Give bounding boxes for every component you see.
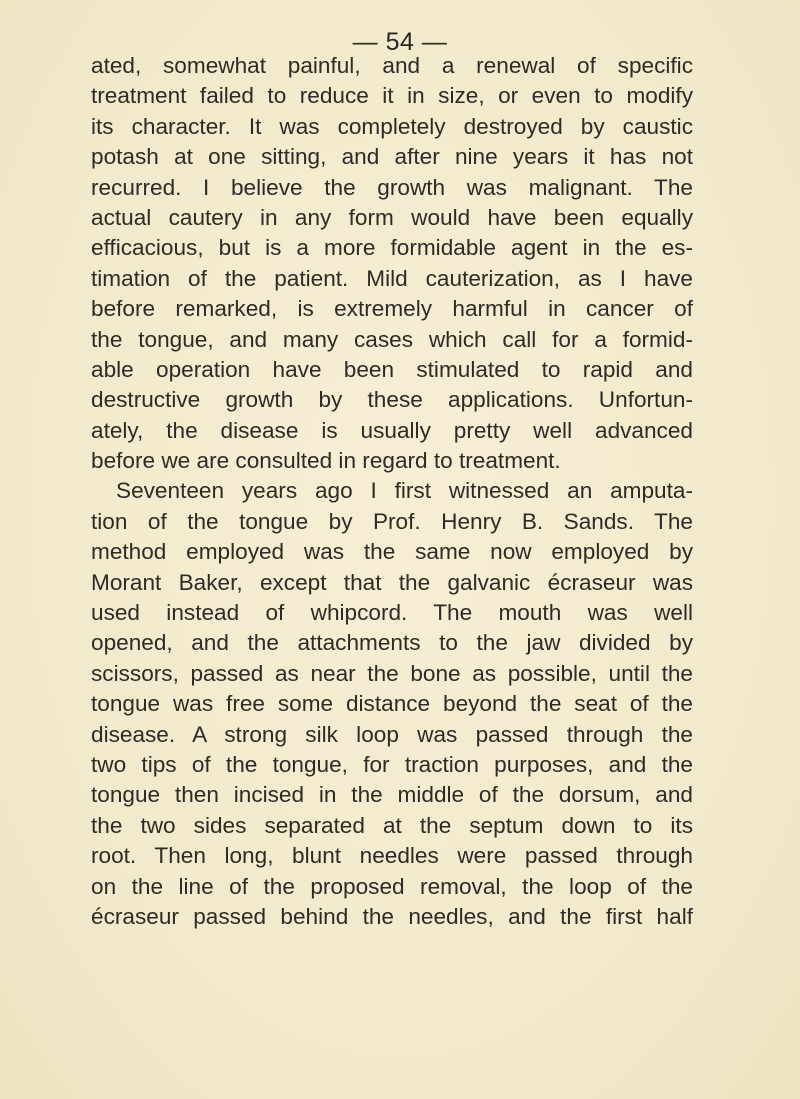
text-line: écraseur passed behind the needles, and the first half <box>91 903 693 929</box>
text-line: recurred. I believe the growth was malignant. The <box>91 174 693 200</box>
text-line: ated, somewhat painful, and a renewal of specific <box>91 53 693 78</box>
text-line: on the line of the proposed removal, the loop of the <box>91 873 693 899</box>
text-line: Morant Baker, except that the galvanic écraseur was <box>91 569 693 595</box>
text-line: opened, and the attachments to the jaw divided by <box>91 630 693 656</box>
text-line: disease. A strong silk loop was passed through the <box>91 721 693 747</box>
text-line: actual cautery in any form would have been equally <box>91 204 693 230</box>
text-line: treatment failed to reduce it in size, or even to modify <box>91 83 693 109</box>
text-line: before remarked, is extremely harmful in cancer of <box>91 296 693 322</box>
text-line: tongue then incised in the middle of the dorsum, and <box>91 782 693 808</box>
text-line: its character. It was completely destroyed by caustic <box>91 113 693 139</box>
text-line: tion of the tongue by Prof. Henry B. Sands. The <box>91 508 693 534</box>
text-line: used instead of whipcord. The mouth was well <box>91 600 693 626</box>
text-line: the two sides separated at the septum down to its <box>91 812 693 838</box>
text-line: tongue was free some distance beyond the seat of the <box>91 691 693 717</box>
text-line: before we are consulted in regard to treatment. <box>91 448 561 474</box>
body-text <box>91 51 693 932</box>
text-line: able operation have been stimulated to rapid and <box>91 356 693 382</box>
paragraph-start-line: Seventeen years ago I first witnessed an amputa- <box>116 478 693 504</box>
page-number: — 54 — <box>352 28 448 56</box>
text-line: timation of the patient. Mild cauterization, as I have <box>91 265 693 291</box>
text-line: root. Then long, blunt needles were passed through <box>91 843 693 869</box>
text-line: ately, the disease is usually pretty well advanced <box>91 417 693 443</box>
text-line: potash at one sitting, and after nine years it has not <box>91 144 693 170</box>
text-line: two tips of the tongue, for traction purposes, and the <box>91 751 693 777</box>
text-line: efficacious, but is a more formidable agent in the es- <box>91 235 693 261</box>
text-line: method employed was the same now employed by <box>91 539 693 565</box>
text-line: the tongue, and many cases which call for a formid- <box>91 326 693 352</box>
text-line: destructive growth by these applications. Unfortun- <box>91 387 693 413</box>
text-line: scissors, passed as near the bone as possible, until the <box>91 660 693 686</box>
